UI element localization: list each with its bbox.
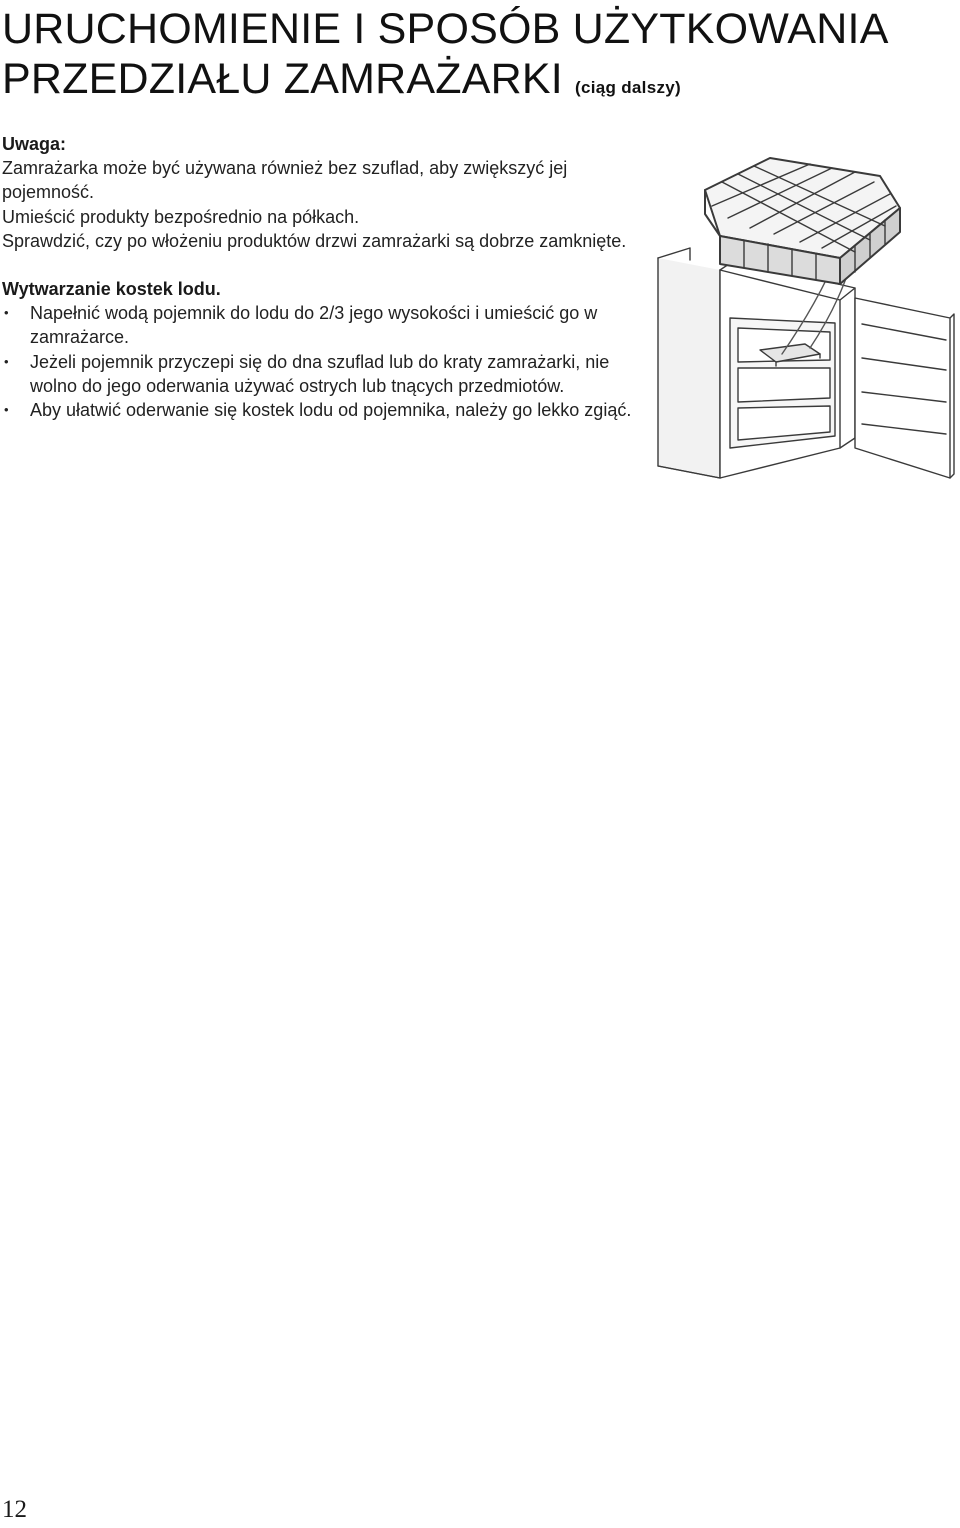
list-item-text: Napełnić wodą pojemnik do lodu do 2/3 jego wysokości i umieścić go w zamrażarce. bbox=[30, 303, 598, 348]
bullet-icon: • bbox=[4, 353, 9, 369]
note-line: Sprawdzić, czy po włożeniu produktów drzwi zamrażarki są dobrze zamknięte. bbox=[2, 230, 627, 251]
spacer bbox=[2, 253, 642, 277]
instructions-text bbox=[2, 132, 642, 422]
bullet-icon: • bbox=[4, 305, 9, 321]
list-item bbox=[2, 398, 642, 422]
freezer-door bbox=[855, 298, 954, 478]
ice-cubes-heading: Wytwarzanie kostek lodu. bbox=[2, 279, 221, 300]
list-item bbox=[2, 301, 642, 349]
bullet-icon: • bbox=[4, 402, 9, 418]
freezer-ice-tray-icon bbox=[650, 148, 955, 488]
title-line-2: PRZEDZIAŁU ZAMRAŻARKI bbox=[2, 55, 563, 103]
ice-cubes-list bbox=[2, 301, 642, 422]
ice-tray-large bbox=[705, 158, 900, 284]
page-title bbox=[2, 4, 889, 113]
note-heading: Uwaga: bbox=[2, 134, 67, 154]
list-item bbox=[2, 350, 642, 398]
list-item-text: Aby ułatwić oderwanie się kostek lodu od pojemnika, należy go lekko zgiąć. bbox=[30, 400, 632, 421]
note-line: Umieścić produkty bezpośrednio na półkach. bbox=[2, 206, 360, 227]
page-number: 12 bbox=[2, 1496, 27, 1523]
note-line: Zamrażarka może być używana również bez szuflad, aby zwiększyć jej pojemność. bbox=[2, 158, 568, 203]
title-line-1: URUCHOMIENIE I SPOSÓB UŻYTKOWANIA bbox=[2, 5, 889, 53]
continued-label: (ciąg dalszy) bbox=[575, 78, 681, 97]
list-item-text: Jeżeli pojemnik przyczepi się do dna szuflad lub do kraty zamrażarki, nie wolno do jego oderwania używać ostrych lub tnących przedmiotów. bbox=[30, 351, 610, 396]
